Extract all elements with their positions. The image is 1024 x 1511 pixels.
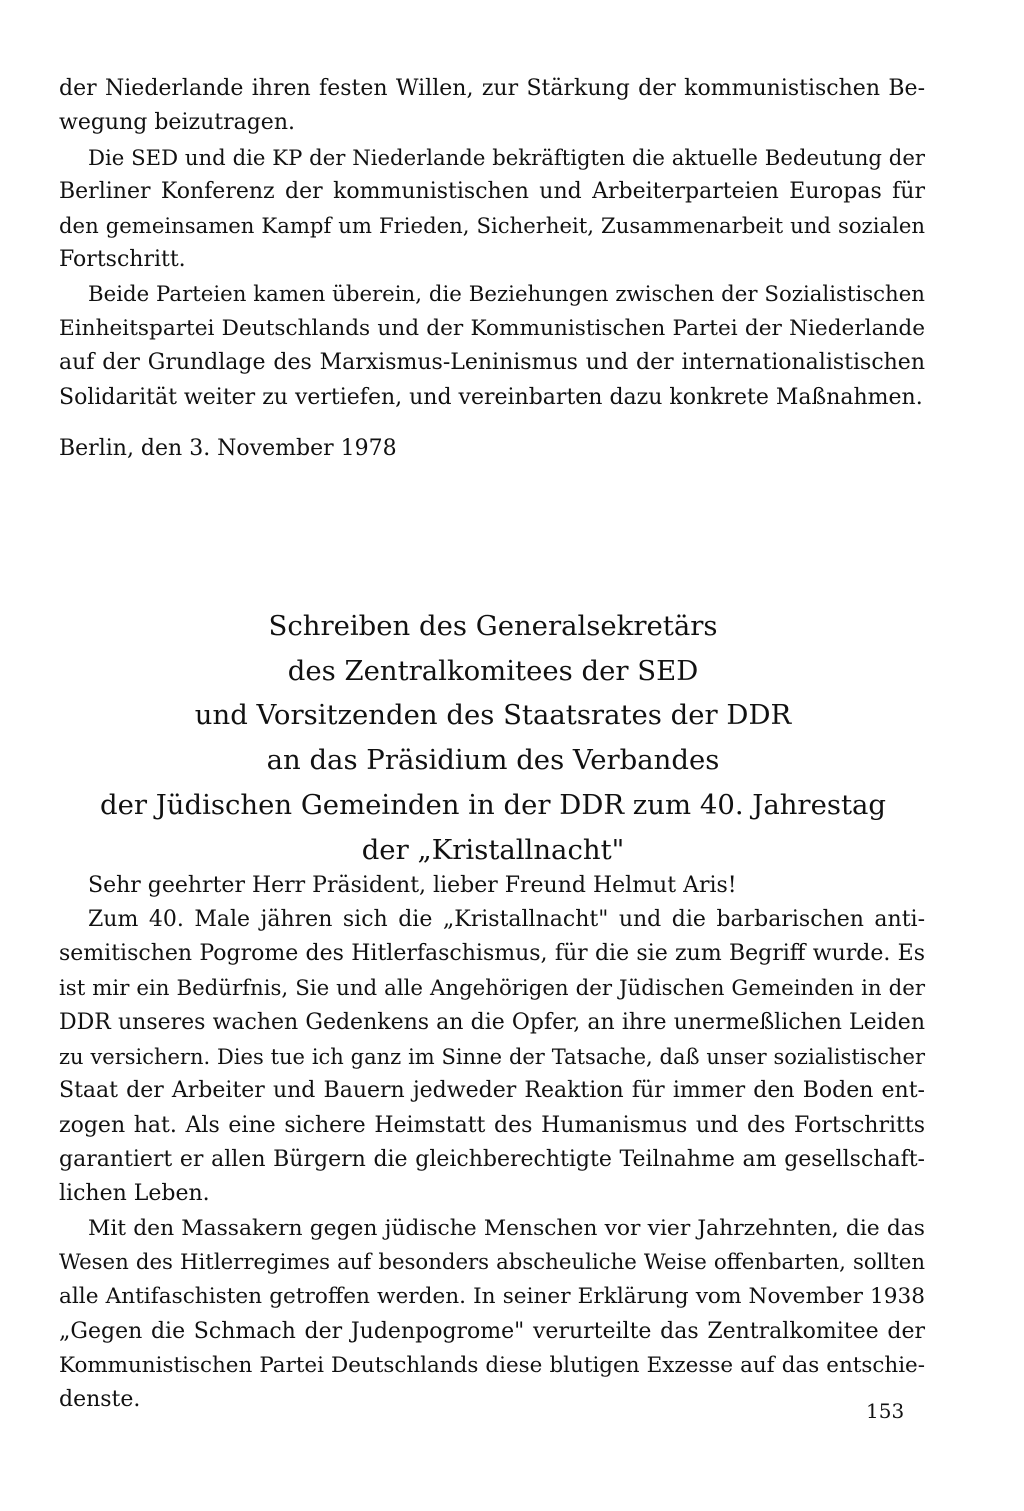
letter-body <box>59 869 925 1417</box>
text-line: „Gegen die Schmach der Judenpogrome" verurteilte das Zentralkomitee der <box>59 1318 925 1344</box>
text-line: zu versichern. Dies tue ich ganz im Sinne der Tatsache, daß unser sozialistischer <box>59 1045 925 1070</box>
text-line: garantiert er allen Bürgern die gleichberechtigte Teilnahme am gesellschaft- <box>59 1147 925 1173</box>
date-line: Berlin, den 3. November 1978 <box>59 436 397 461</box>
text-line: semitischen Pogrome des Hitlerfaschismus, für die sie zum Begriff wurde. Es <box>59 941 925 967</box>
text-line: Wesen des Hitlerregimes auf besonders abscheuliche Weise offenbarten, sollten <box>59 1249 925 1275</box>
text-line: Beide Parteien kamen überein, die Beziehungen zwischen der Sozialistischen <box>88 281 925 307</box>
text-line: wegung beizutragen. <box>59 110 295 136</box>
paragraph-3 <box>59 278 925 415</box>
heading-line: der „Kristallnacht" <box>361 833 625 866</box>
text-line: DDR unseres wachen Gedenkens an die Opfer, an ihre unermeßlichen Leiden <box>59 1009 925 1035</box>
paragraph-1 <box>59 72 925 141</box>
text-line: der Niederlande ihren festen Willen, zur Stärkung der kommunistischen Be- <box>59 76 925 101</box>
heading-line: und Vorsitzenden des Staatsrates der DDR <box>194 699 792 732</box>
document-heading <box>60 604 926 872</box>
letter-paragraph-2 <box>59 1212 925 1418</box>
text-line: alle Antifaschisten getroffen werden. In seiner Erklärung vom November 1938 <box>59 1284 925 1310</box>
text-line: Einheitspartei Deutschlands und der Kommunistischen Partei der Niederlande <box>59 316 925 342</box>
salutation: Sehr geehrter Herr Präsident, lieber Freund Helmut Aris! <box>88 873 737 898</box>
heading-line: an das Präsidium des Verbandes <box>266 744 720 777</box>
text-line: den gemeinsamen Kampf um Frieden, Sicherheit, Zusammenarbeit und sozialen <box>59 213 925 239</box>
page-body <box>59 72 925 415</box>
heading-line: der Jüdischen Gemeinden in der DDR zum 40. Jahrestag <box>99 788 887 821</box>
letter-paragraph-1 <box>59 903 925 1212</box>
page-number: 153 <box>866 1399 905 1423</box>
text-line: Die SED und die KP der Niederlande bekräftigten die aktuelle Bedeutung der <box>88 144 925 170</box>
text-line: Solidarität weiter zu vertiefen, und vereinbarten dazu konkrete Maßnahmen. <box>59 384 923 410</box>
heading-line: des Zentralkomitees der SED <box>287 654 699 687</box>
text-line: denste. <box>59 1387 141 1413</box>
paragraph-2 <box>59 141 925 278</box>
text-line: ist mir ein Bedürfnis, Sie und alle Angehörigen der Jüdischen Gemeinden in der <box>59 975 925 1001</box>
text-line: zogen hat. Als eine sichere Heimstatt des Humanismus und des Fortschritts <box>59 1112 925 1138</box>
text-line: Staat der Arbeiter und Bauern jedweder Reaktion für immer den Boden ent- <box>59 1078 925 1104</box>
text-line: Fortschritt. <box>59 247 186 273</box>
text-line: Mit den Massakern gegen jüdische Menschen vor vier Jahrzehnten, die das <box>88 1215 925 1241</box>
text-line: Zum 40. Male jähren sich die „Kristallnacht" und die barbarischen anti- <box>88 907 925 932</box>
text-line: lichen Leben. <box>59 1181 210 1207</box>
text-line: Kommunistischen Partei Deutschlands diese blutigen Exzesse auf das entschie- <box>59 1352 925 1378</box>
heading-line: Schreiben des Generalsekretärs <box>268 610 718 642</box>
text-line: auf der Grundlage des Marxismus-Leninismus und der internationalistischen <box>59 350 925 376</box>
text-line: Berliner Konferenz der kommunistischen und Arbeiterparteien Europas für <box>59 178 925 204</box>
